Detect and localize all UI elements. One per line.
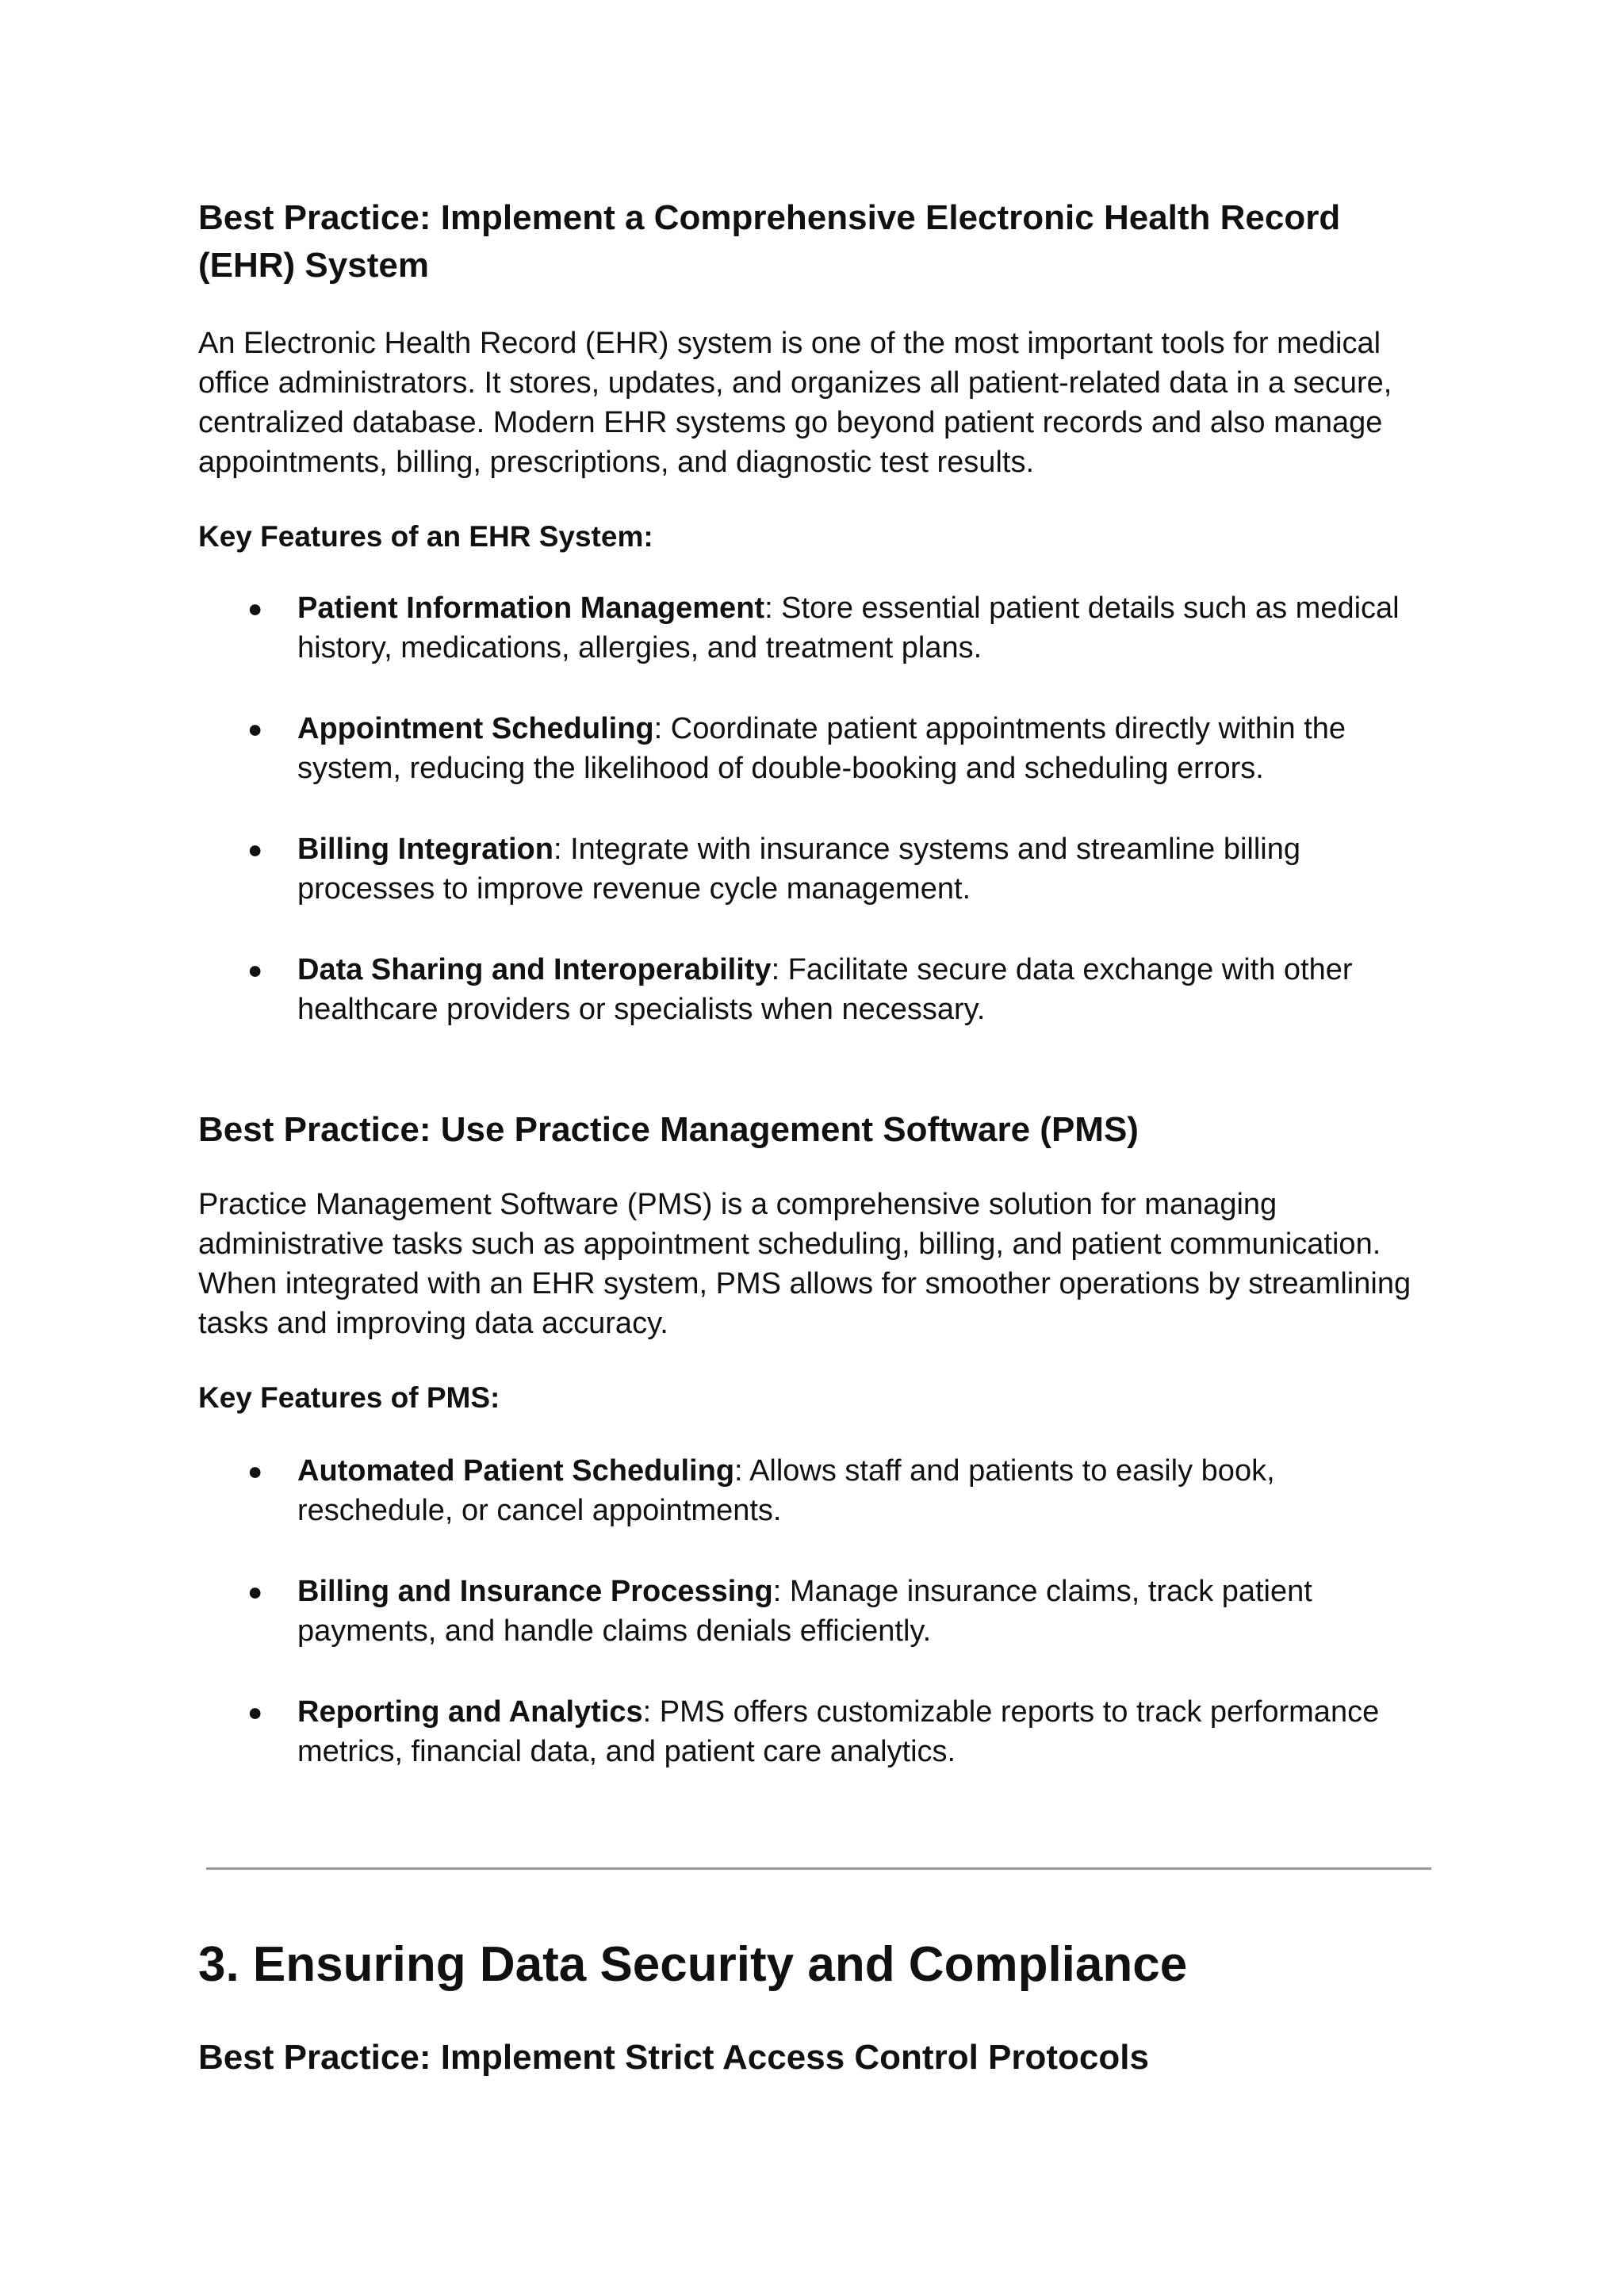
pms-features-list	[198, 1451, 1435, 1813]
list-item	[198, 1451, 1435, 1530]
feature-text: : Manage insurance claims, track patient payments, and handle claims denials efficiently.	[297, 1575, 1312, 1648]
feature-text: : Coordinate patient appointments directly within the system, reducing the likelihood of double-booking and scheduling errors.	[297, 712, 1346, 785]
ehr-features-list	[198, 588, 1435, 1070]
feature-term: Billing Integration	[297, 833, 553, 866]
ehr-heading: Best Practice: Implement a Comprehensive Electronic Health Record (EHR) System	[198, 198, 1341, 285]
list-item	[198, 588, 1435, 668]
pms-heading: Best Practice: Use Practice Management Software (PMS)	[198, 1110, 1139, 1149]
list-item	[198, 709, 1435, 788]
pms-features-label: Key Features of PMS:	[198, 1381, 500, 1414]
feature-text: : Facilitate secure data exchange with other healthcare providers or specialists when necessary.	[297, 953, 1353, 1026]
bullet-icon: ●	[247, 714, 263, 743]
bullet-icon: ●	[247, 956, 263, 984]
feature-term: Billing and Insurance Processing	[297, 1575, 773, 1608]
access-control-heading: Best Practice: Implement Strict Access Control Protocols	[198, 2038, 1149, 2077]
bullet-icon: ●	[247, 1698, 263, 1726]
pms-paragraph: Practice Management Software (PMS) is a comprehensive solution for managing administrative tasks such as appointment scheduling, billing, and patient communication. When integrated with an EHR system, PMS allows for smoother operations by streamlining tasks and improving data accuracy.	[198, 1188, 1411, 1340]
feature-term: Patient Information Management	[297, 592, 765, 625]
list-item	[198, 1572, 1435, 1651]
feature-text: : Allows staff and patients to easily book, reschedule, or cancel appointments.	[297, 1454, 1275, 1527]
list-item	[198, 950, 1435, 1029]
bullet-icon: ●	[247, 1577, 263, 1606]
feature-text: : Store essential patient details such as medical history, medications, allergies, and treatment plans.	[297, 592, 1400, 664]
ehr-paragraph: An Electronic Health Record (EHR) system is one of the most important tools for medical office administrators. It stores, updates, and organizes all patient-related data in a secure, centralized database. Modern EHR systems go beyond patient records and also manage appointments, billing, prescriptions, and diagnostic test results.	[198, 327, 1392, 479]
bullet-icon: ●	[247, 594, 263, 622]
feature-term: Data Sharing and Interoperability	[297, 953, 772, 986]
feature-text: : Integrate with insurance systems and streamline billing processes to improve revenue cycle management.	[297, 833, 1300, 906]
feature-term: Appointment Scheduling	[297, 712, 654, 745]
list-item	[198, 829, 1435, 909]
section-divider	[206, 1867, 1431, 1870]
feature-text: : PMS offers customizable reports to track performance metrics, financial data, and patient care analytics.	[297, 1695, 1380, 1768]
feature-term: Reporting and Analytics	[297, 1695, 643, 1729]
list-item	[198, 1692, 1435, 1771]
section-3-title: 3. Ensuring Data Security and Compliance	[198, 1937, 1188, 1992]
bullet-icon: ●	[247, 1457, 263, 1485]
ehr-features-label: Key Features of an EHR System:	[198, 520, 653, 553]
bullet-icon: ●	[247, 835, 263, 864]
feature-term: Automated Patient Scheduling	[297, 1454, 735, 1488]
